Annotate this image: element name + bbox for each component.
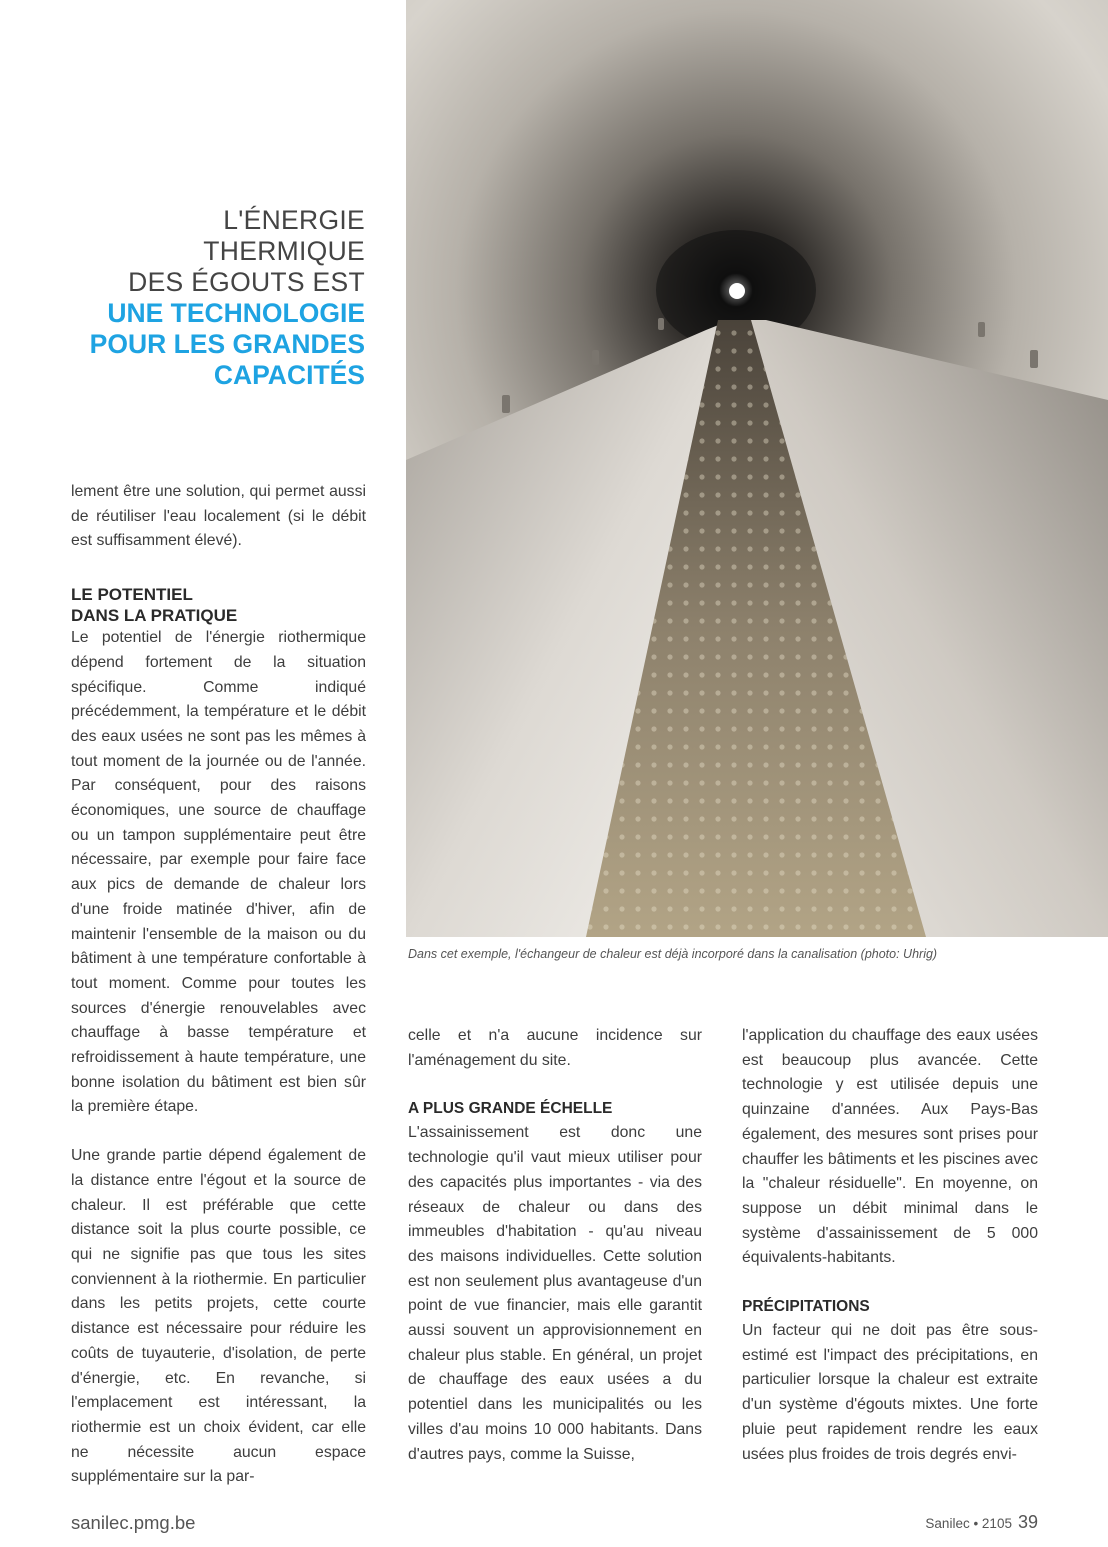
page-footer (925, 1512, 1038, 1533)
title-line-3: UNE TECHNOLOGIE (107, 298, 365, 328)
website-link[interactable]: sanilec.pmg.be (71, 1512, 196, 1533)
title-line-2: DES ÉGOUTS EST (128, 267, 365, 297)
title-line-5: CAPACITÉS (213, 360, 365, 390)
paragraph: Un facteur qui ne doit pas être sous-estimé est l'impact des précipitations, en particulier lorsque la chaleur est extraite d'un système d'égouts mixtes. Une forte pluie peut rapidement rendre les eaux usées plus froides de trois degrés envi- (742, 1322, 1038, 1463)
section-heading-precipitations: PRÉCIPITATIONS (742, 1298, 870, 1316)
paragraph: L'assainissement est donc une technologie qu'il vaut mieux utiliser pour des capacités plus importantes - via des réseaux de chaleur ou dans des immeubles d'habitation - qu'au niveau des maisons individuelles. Cette solution est non seulement plus avantageuse d'un point de vue financier, mais elle garantit aussi souvent un approvisionnement en chaleur plus stable. En général, un projet de chauffage des eaux usées a du potentiel dans les municipalités ou les villes d'au moins 10 000 habitants. Dans d'autres pays, comme la Suisse, (408, 1124, 702, 1463)
section-heading-potentiel (71, 584, 366, 626)
sewer-photo (406, 0, 1108, 937)
intro-paragraph: lement être une solution, qui permet aussi de réutiliser l'eau localement (si le débit est suffisamment élevé). (71, 483, 366, 550)
column-2 (408, 1024, 702, 1467)
article-title (60, 205, 365, 391)
heading-line-2: DANS LA PRATIQUE (71, 606, 238, 626)
column-1 (71, 480, 366, 1490)
continuation-paragraph: l'application du chauffage des eaux usées est beaucoup plus avancée. Cette technologie y est utilisée depuis une quinzaine d'années. Aux Pays-Bas également, des mesures sont prises pour chauffer les bâtiments et les piscines avec la "chaleur résiduelle". En moyenne, on suppose un débit minimal dans le système d'assainissement de 5 000 équivalents-habitants. (742, 1027, 1038, 1267)
title-line-1: L'ÉNERGIE THERMIQUE (203, 205, 365, 266)
issue-label: Sanilec • 2105 (925, 1516, 1012, 1531)
section-heading-echelle: A PLUS GRANDE ÉCHELLE (408, 1100, 613, 1118)
paragraph: Une grande partie dépend également de la distance entre l'égout et la source de chaleur. Il est préférable que cette distance soit la plus courte possible, ce qui ne signifie pas que tous les sites conviennent à la riothermie. En particulier dans les petits projets, cette courte distance est nécessaire pour réduire les coûts de tuyauterie, d'isolation, de perte d'énergie, etc. En revanche, si l'emplacement est intéressant, la riothermie est un choix évident, car elle ne nécessite aucun espace supplémentaire sur la par- (71, 1147, 366, 1486)
heading-line-1: LE POTENTIEL (71, 585, 193, 605)
paragraph: Le potentiel de l'énergie riothermique dépend fortement de la situation spécifique. Comme indiqué précédemment, la température et le débit des eaux usées ne sont pas les mêmes à tout moment de la journée ou de l'année. Par conséquent, pour des raisons économiques, une source de chauffage ou un tampon supplémentaire peut être nécessaire, par exemple pour faire face aux pics de demande de chaleur lors d'une froide matinée d'hiver, afin de maintenir l'ensemble de la maison ou du bâtiment à une température confortable à tout moment. Comme pour toutes les sources d'énergie renouvelables avec chauffage à basse température et refroidissement à haute température, une bonne isolation du bâtiment est bien sûr la première étape. (71, 629, 366, 1116)
title-line-4: POUR LES GRANDES (89, 329, 365, 359)
photo-caption: Dans cet exemple, l'échangeur de chaleur est déjà incorporé dans la canalisation (photo: Uhrig) (408, 947, 938, 961)
column-3 (742, 1024, 1038, 1467)
continuation-paragraph: celle et n'a aucune incidence sur l'aménagement du site. (408, 1027, 702, 1069)
page-number: 39 (1017, 1512, 1038, 1532)
